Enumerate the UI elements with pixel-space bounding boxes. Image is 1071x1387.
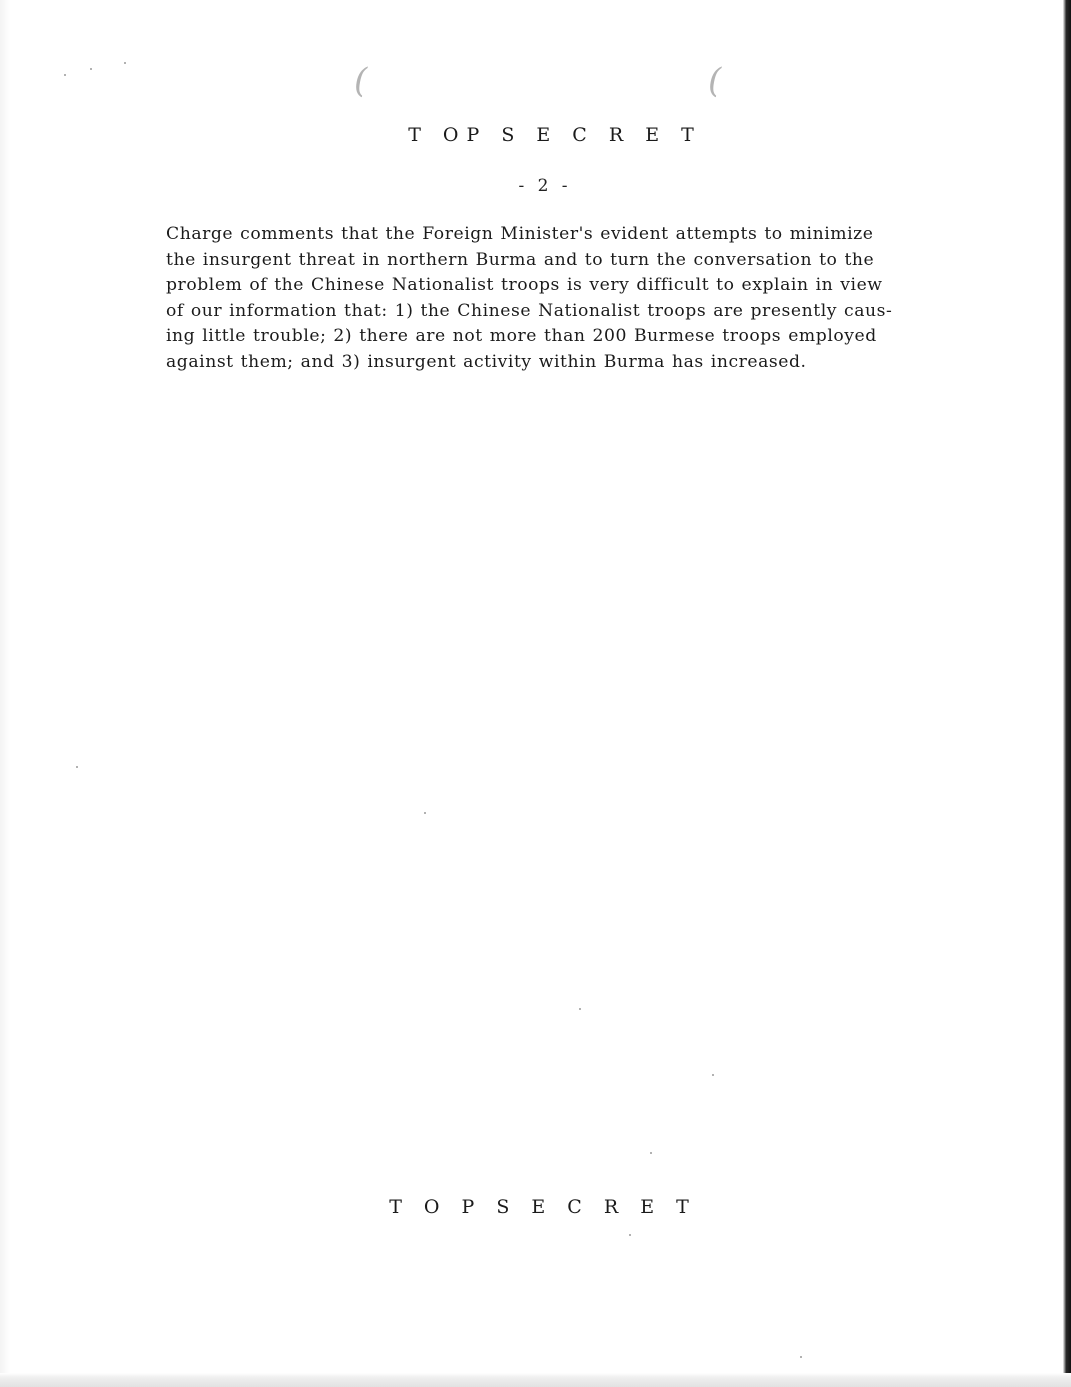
body-line: ing little trouble; 2) there are not more than 200 Burmese troops employed [166, 326, 877, 347]
body-line: the insurgent threat in northern Burma and to turn the conversation to the [166, 249, 875, 270]
punch-hole-mark-right: ( [708, 61, 722, 101]
scan-speck [712, 1074, 714, 1076]
scan-speck [650, 1152, 652, 1154]
scan-edge-right [1063, 0, 1071, 1387]
scan-speck [124, 62, 126, 64]
punch-hole-mark-left: ( [354, 61, 368, 101]
scan-speck [424, 812, 426, 814]
scan-speck [800, 1356, 802, 1358]
footer-classification: T O P S E C R E T [389, 1196, 697, 1218]
scan-edge-left [0, 0, 10, 1387]
scan-edge-bottom [0, 1373, 1071, 1387]
scan-speck [64, 74, 66, 76]
body-paragraph [166, 222, 1016, 376]
body-line: Charge comments that the Foreign Minister's evident attempts to minimize [166, 224, 874, 244]
scan-speck [579, 1008, 581, 1010]
scan-speck [90, 68, 92, 70]
header-classification: T OP S E C R E T [408, 124, 702, 146]
scan-speck [629, 1234, 631, 1236]
page-number: - 2 - [518, 176, 572, 196]
body-line: against them; and 3) insurgent activity within Burma has increased. [166, 351, 807, 372]
body-line: problem of the Chinese Nationalist troops is very difficult to explain in view [166, 275, 883, 296]
scan-speck [76, 766, 78, 768]
body-line: of our information that: 1) the Chinese Nationalist troops are presently caus- [166, 300, 893, 321]
